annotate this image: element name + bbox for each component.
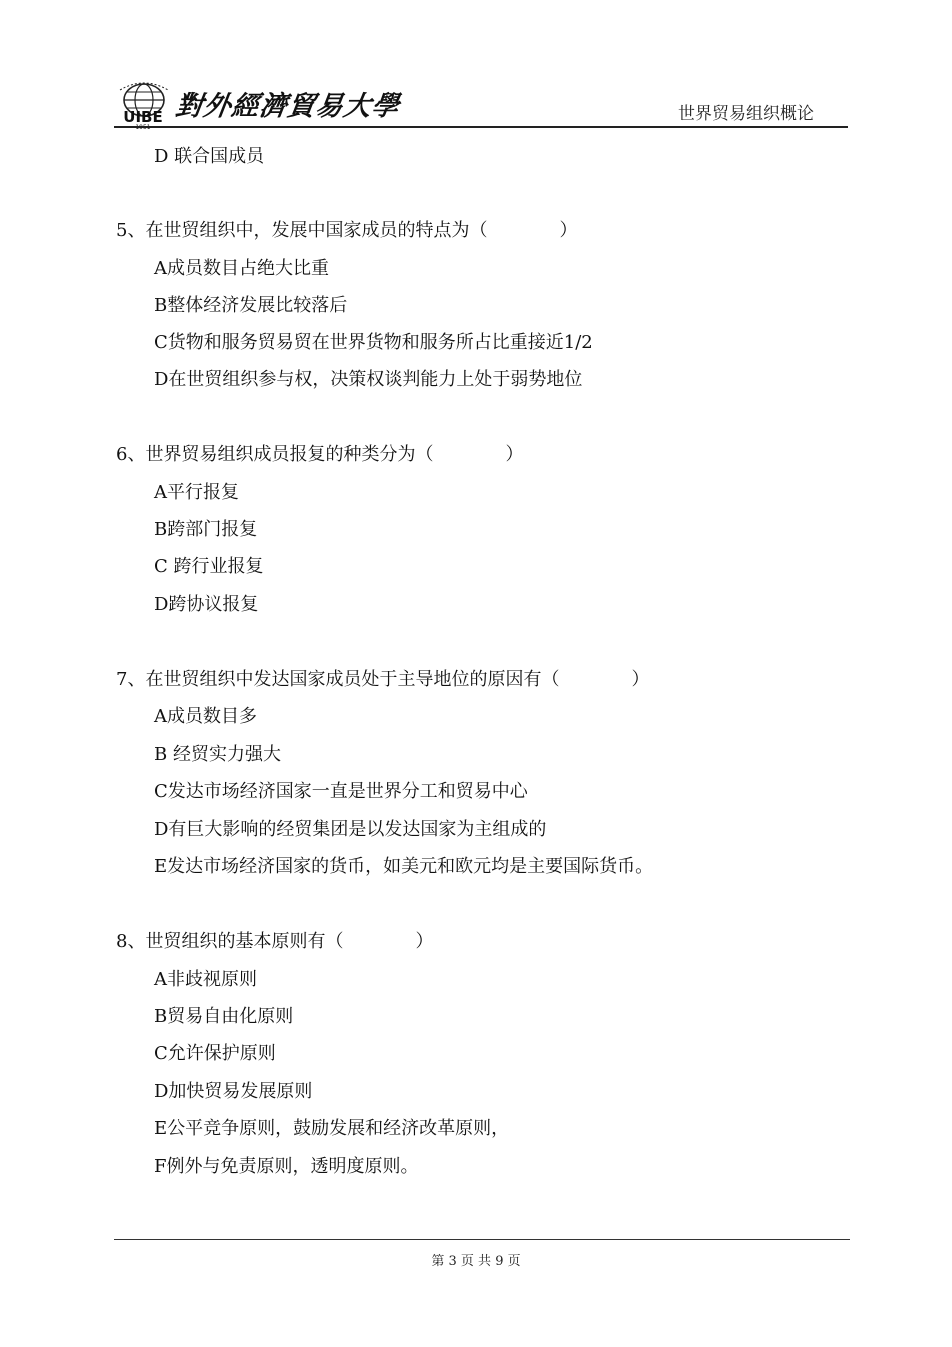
university-name: 對外經濟貿易大學 <box>173 91 402 122</box>
answer-option: D 联合国成员 <box>154 146 265 167</box>
logo-text: UIBE <box>123 108 163 126</box>
answer-option: A成员数目占绝大比重 <box>154 258 329 279</box>
answer-option: E公平竞争原则，鼓励发展和经济改革原则， <box>154 1118 510 1139</box>
answer-option: D在世贸组织参与权，决策权谈判能力上处于弱势地位 <box>154 369 583 390</box>
answer-option: D跨协议报复 <box>154 594 259 615</box>
answer-option: D加快贸易发展原则 <box>154 1081 313 1102</box>
answer-option: C货物和服务贸易贸在世界货物和服务所占比重接近1/2 <box>154 332 593 353</box>
answer-option: B跨部门报复 <box>154 519 258 540</box>
answer-option: A平行报复 <box>154 482 239 503</box>
answer-option: B整体经济发展比较落后 <box>154 295 348 316</box>
page-number: 第 3 页 共 9 页 <box>431 1254 521 1269</box>
answer-option: C允许保护原则 <box>154 1043 276 1064</box>
answer-option: B贸易自由化原则 <box>154 1006 294 1027</box>
answer-option: C 跨行业报复 <box>154 556 264 577</box>
answer-option: E发达市场经济国家的货币，如美元和欧元均是主要国际货币。 <box>154 856 654 877</box>
page-header <box>114 74 848 130</box>
header-divider <box>114 126 848 128</box>
course-title: 世界贸易组织概论 <box>678 104 814 124</box>
answer-option: A成员数目多 <box>154 706 257 727</box>
university-logo <box>114 78 172 130</box>
globe-logo-icon <box>114 78 172 130</box>
answer-option: A非歧视原则 <box>154 969 257 990</box>
footer-divider <box>114 1239 850 1240</box>
question-stem: 6、世界贸易组织成员报复的种类分为（ ） <box>116 444 524 465</box>
answer-option: B 经贸实力强大 <box>154 744 281 765</box>
question-stem: 5、在世贸组织中，发展中国家成员的特点为（ ） <box>116 220 578 241</box>
answer-option: C发达市场经济国家一直是世界分工和贸易中心 <box>154 781 528 802</box>
answer-option: D有巨大影响的经贸集团是以发达国家为主组成的 <box>154 819 547 840</box>
answer-option: F例外与免责原则，透明度原则。 <box>154 1156 419 1177</box>
question-stem: 7、在世贸组织中发达国家成员处于主导地位的原因有（ ） <box>116 669 650 690</box>
question-stem: 8、世贸组织的基本原则有（ ） <box>116 931 434 952</box>
